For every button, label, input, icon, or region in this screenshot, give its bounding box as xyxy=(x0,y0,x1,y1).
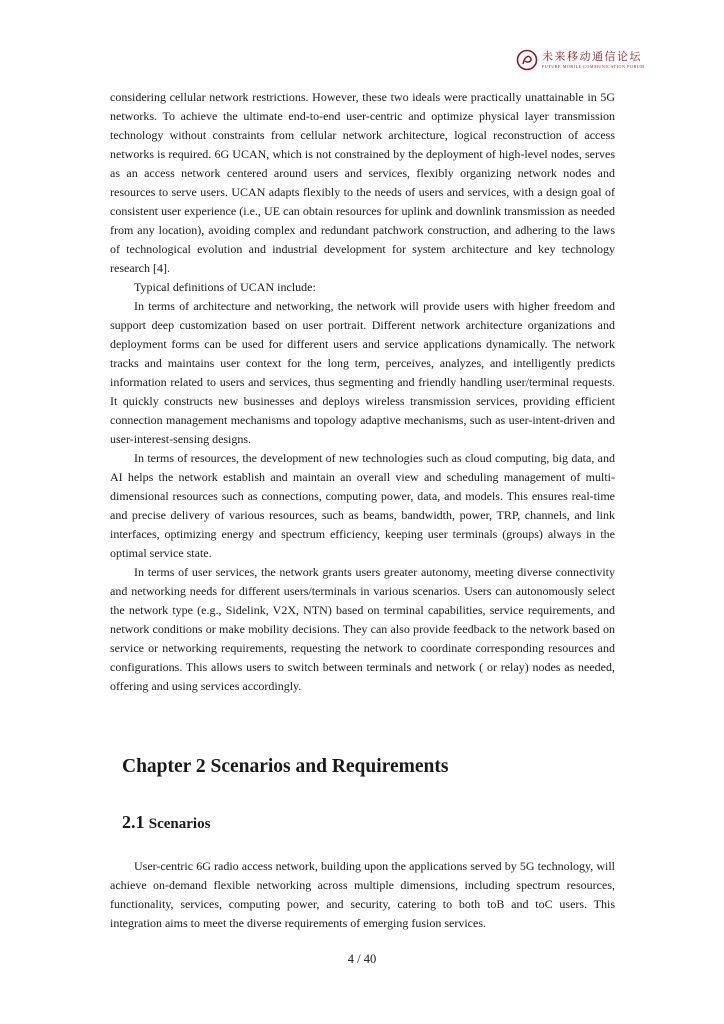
paragraph: Typical definitions of UCAN include: xyxy=(134,280,316,294)
section-title: Scenarios xyxy=(148,816,211,832)
forum-logo-icon xyxy=(516,49,538,71)
paragraph: In terms of architecture and networking, the network will provide users with higher freedom and support deep customization based on user portrait. Different network architecture organizations and deployment forms can be used for different users and service applications dynamically. The network tracks and maintains user context for the long term, perceives, analyzes, and intelligently predicts information related to users and services, thus segmenting and friendly handling user/terminal requests. It quickly constructs new businesses and deploys wireless transmission services, providing efficient connection management mechanisms and topology adaptive mechanisms, such as user-intent-driven and user-interest-sensing designs. xyxy=(110,299,615,446)
paragraph: In terms of user services, the network grants users greater autonomy, meeting diverse connectivity and networking needs for different users/terminals in various scenarios. Users can autonomously select the network type (e.g., Sidelink, V2X, NTN) based on terminal capabilities, service requirements, and network conditions or make mobility decisions. They can also provide feedback to the network based on service or networking requirements, requesting the network to coordinate corresponding resources and configurations. This allows users to switch between terminals and network ( or relay) nodes as needed, offering and using services accordingly. xyxy=(110,565,615,693)
paragraph: considering cellular network restrictions. However, these two ideals were practically unattainable in 5G networks. To achieve the ultimate end-to-end user-centric and optimize physical layer transmission technology without constraints from cellular network architecture, logical reconstruction of access networks is required. 6G UCAN, which is not constrained by the deployment of high-level nodes, serves as an access network centered around users and services, flexibly organizing network nodes and resources to serve users. UCAN adapts flexibly to the needs of users and services, with a design goal of consistent user experience (i.e., UE can obtain resources for uplink and downlink transmission as needed from any location), avoiding complex and redundant patchwork construction, and adhering to the laws of technological evolution and industrial development for system architecture and key technology research [4]. xyxy=(110,90,615,275)
section-number: 2.1 xyxy=(122,812,145,832)
logo-chinese-text: 未来移动通信论坛 xyxy=(542,50,642,63)
page-number: 4 / 40 xyxy=(347,952,377,966)
logo-english-text: FUTURE MOBILE COMMUNICATION FORUM xyxy=(542,63,645,69)
paragraph: User-centric 6G radio access network, building upon the applications served by 5G technology, will achieve on-demand flexible networking across multiple dimensions, including spectrum resources, functionality, services, computing power, and security, catering to both toB and toC users. This integration aims to meet the diverse requirements of emerging fusion services. xyxy=(110,859,615,930)
section-heading xyxy=(122,812,210,833)
forum-logo xyxy=(516,49,644,71)
section-body xyxy=(110,857,615,933)
paragraph: In terms of resources, the development of new technologies such as cloud computing, big data, and AI helps the network establish and maintain an overall view and scheduling management of multi-dimensional resources such as connections, computing power, data, and models. This ensures real-time and precise delivery of various resources, such as beams, bandwidth, power, TRP, channels, and link interfaces, optimizing energy and spectrum efficiency, keeping user terminals (groups) always in the optimal service state. xyxy=(110,451,615,560)
chapter-heading: Chapter 2 Scenarios and Requirements xyxy=(122,756,449,777)
body-text xyxy=(110,88,615,696)
